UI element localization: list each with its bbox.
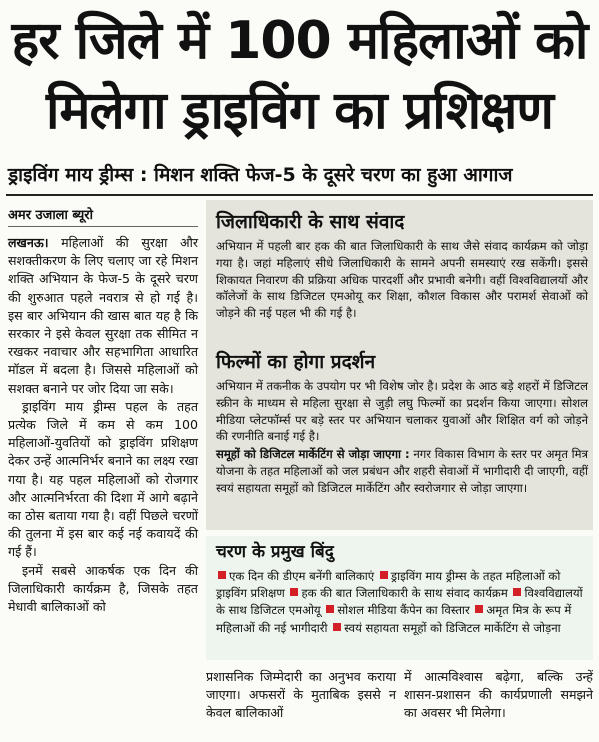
paragraph-1 <box>8 234 198 398</box>
box1-text-films: अभियान में तकनीक के उपयोग पर भी विशेष जोर है। प्रदेश के आठ बड़े शहरों में डिजिटल स्क्रीन के माध्यम से महिला सुरक्षा से जुड़ी लघु फिल्मों का प्रदर्शन किया जाएगा। सोशल मीडिया प्लेटफॉर्म्स पर बड़े स्तर पर अभियान चलाकर युवाओं और शिक्षित वर्ग को जोड़ने की रणनीति बनाई गई है। <box>216 379 588 444</box>
key-point: सोशल मीडिया कैंपेन का विस्तार <box>337 603 470 618</box>
bullet-square-icon <box>513 588 521 596</box>
bullet-square-icon <box>380 571 388 579</box>
key-points-box <box>206 536 593 660</box>
info-box-dm-dialogue <box>206 200 593 530</box>
byline: अमर उजाला ब्यूरो <box>8 208 93 223</box>
paragraph-2: ड्राइविंग माय ड्रीम्स पहल के तहत प्रत्येक जिले में कम से कम 100 महिलाओं-युवतियों को ड्राइविंग प्रशिक्षण देकर उन्हें आत्मनिर्भर बनाने का लक्ष्य रखा गया है। यह पहल महिलाओं को रोजगार और आत्मनिर्भरता की दिशा में आगे बढ़ाने का ठोस बताया गया है। वहीं पिछले चरणों की तुलना में इस बार कई नई कवायदें की गई हैं। <box>8 398 198 560</box>
key-point: हक की बात जिलाधिकारी के साथ संवाद कार्यक्रम <box>301 586 508 601</box>
bullet-square-icon <box>218 571 226 579</box>
headline-divider <box>6 194 593 196</box>
box1-heading-films: फिल्मों का होगा प्रदर्शन <box>216 351 376 373</box>
key-point: एक दिन की डीएम बनेंगी बालिकाएं <box>229 569 375 583</box>
right-column: में आत्मविश्वास बढ़ेगा, बल्कि उन्हें शासन-प्रशासन की कार्यप्रणाली समझने का अवसर भी मिलेगा। <box>404 669 593 721</box>
bullet-square-icon <box>290 588 298 596</box>
subheadline: ड्राइविंग माय ड्रीम्स : मिशन शक्ति फेज-5 के दूसरे चरण का हुआ आगाज <box>8 164 513 186</box>
headline-line-2: मिलेगा ड्राइविंग का प्रशिक्षण <box>45 81 554 141</box>
key-point: ड्राइविंग माय ड्रीम्स के तहत महिलाओं को ड्राइविंग प्रशिक्षण <box>216 569 561 601</box>
key-points-list <box>216 568 588 637</box>
headline-line-1: हर जिले में 100 महिलाओं को <box>11 11 588 71</box>
middle-column: प्रशासनिक जिम्मेदारी का अनुभव कराया जाएगा। अफसरों के मुताबिक इससे न केवल बालिकाओं <box>206 669 396 721</box>
paragraph-1-text: महिलाओं की सुरक्षा और सशक्तीकरण के लिए चलाए जा रहे मिशन शक्ति अभियान के फेज-5 के दूसरे चरण की शुरुआत पहले नवरात्र से हो गई है। इस बार अभियान की खास बात यह है कि सरकार ने इसे केवल सुरक्षा तक सीमित न रखकर नवाचार और सहभागिता आधारित मॉडल में बदला है। जिससे महिलाओं को सशक्त बनाने पर जोर दिया जा सके। <box>8 235 198 396</box>
byline-divider <box>8 226 198 227</box>
key-points-heading: चरण के प्रमुख बिंदु <box>216 542 334 562</box>
left-column <box>8 234 198 616</box>
box1-heading-dm-dialogue: जिलाधिकारी के साथ संवाद <box>216 211 405 233</box>
paragraph-3: इनमें सबसे आकर्षक एक दिन की जिलाधिकारी कार्यक्रम है, जिसके तहत मेधावी बालिकाओं को <box>8 562 198 615</box>
box1-text-dm-dialogue: अभियान में पहली बार हक की बात जिलाधिकारी के साथ जैसे संवाद कार्यक्रम को जोड़ा गया है। जहां महिलाएं सीधे जिलाधिकारी के सामने अपनी समस्याएं रख सकेंगी। इससे शिकायत निवारण की प्रक्रिया अधिक पारदर्शी और प्रभावी बनेगी। वहीं विश्वविद्यालयों और कॉलेजों के साथ डिजिटल एमओयू कर शिक्षा, कौशल विकास और परामर्श सेवाओं को जोड़ने की नई पहल भी की गई है। <box>216 239 588 321</box>
key-point: स्वयं सहायता समूहों को डिजिटल मार्केटिंग से जोड़ना <box>344 620 561 635</box>
dateline: लखनऊ। <box>8 235 49 250</box>
bullet-square-icon <box>326 605 334 613</box>
box1-lead-digital-marketing: समूहों को डिजिटल मार्केटिंग से जोड़ा जाएगा : <box>216 447 410 461</box>
box1-text-digital-marketing-body: नगर विकास विभाग के स्तर पर अमृत मित्र योजना के तहत महिलाओं को जल प्रबंधन और शहरी सेवाओं में भागीदारी दी जाएगी, वहीं स्वयं सहायता समूहों को डिजिटल मार्केटिंग और स्वरोजगार से जोड़ा जाएगा। <box>216 447 588 495</box>
bullet-square-icon <box>475 605 483 613</box>
key-point: विश्वविद्यालयों के साथ डिजिटल एमओयू <box>216 586 583 618</box>
key-point: अमृत मित्र के रूप में महिलाओं की नई भागीदारी <box>216 603 572 635</box>
bullet-square-icon <box>333 623 341 631</box>
box1-text-digital-marketing <box>216 446 588 496</box>
